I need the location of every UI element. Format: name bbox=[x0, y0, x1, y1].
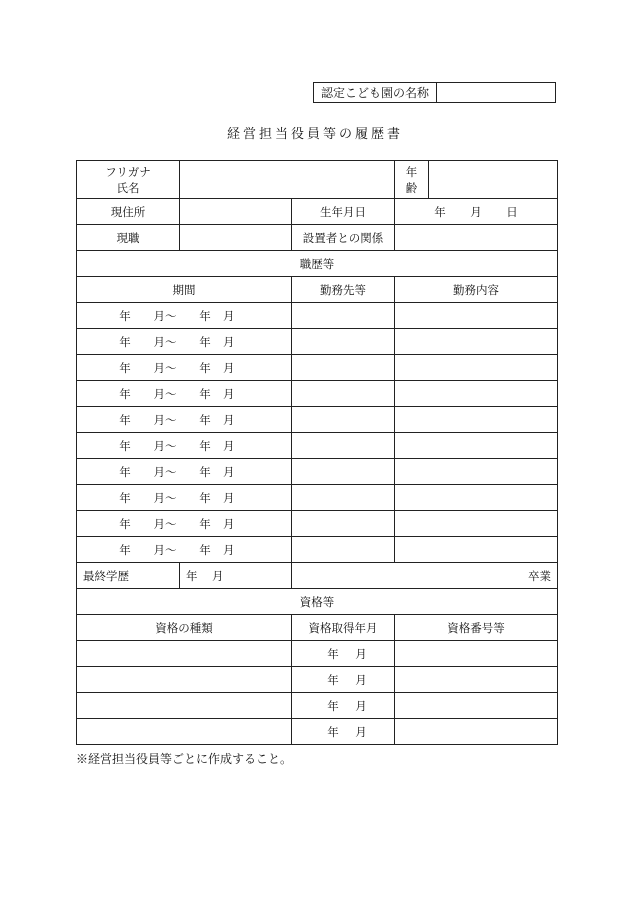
qualification-header-date: 資格取得年月 bbox=[292, 615, 395, 641]
period-end-year: 年 bbox=[199, 542, 211, 557]
period-start-month: 月〜 bbox=[153, 360, 177, 375]
facility-name-box bbox=[313, 82, 556, 103]
career-workplace[interactable] bbox=[292, 433, 395, 459]
career-row bbox=[77, 485, 558, 511]
career-period[interactable] bbox=[77, 485, 292, 511]
address-row bbox=[77, 199, 558, 225]
qualification-number[interactable] bbox=[395, 641, 558, 667]
career-row bbox=[77, 511, 558, 537]
career-period[interactable] bbox=[77, 433, 292, 459]
qualification-year: 年 bbox=[327, 724, 339, 739]
period-start-month: 月〜 bbox=[153, 412, 177, 427]
qualification-row bbox=[77, 667, 558, 693]
qualification-month: 月 bbox=[355, 672, 367, 687]
career-workplace[interactable] bbox=[292, 381, 395, 407]
career-content[interactable] bbox=[395, 485, 558, 511]
birthdate-day: 日 bbox=[506, 204, 518, 219]
career-period[interactable] bbox=[77, 329, 292, 355]
period-start-month: 月〜 bbox=[153, 490, 177, 505]
career-workplace[interactable] bbox=[292, 329, 395, 355]
qualification-type[interactable] bbox=[77, 719, 292, 745]
occupation-row bbox=[77, 225, 558, 251]
period-start-month: 月〜 bbox=[153, 386, 177, 401]
career-period[interactable] bbox=[77, 303, 292, 329]
period-start-year: 年 bbox=[119, 412, 131, 427]
occupation-field[interactable] bbox=[180, 225, 292, 251]
period-end-year: 年 bbox=[199, 412, 211, 427]
education-label: 最終学歴 bbox=[77, 563, 180, 589]
address-field[interactable] bbox=[180, 199, 292, 225]
period-end-month: 月 bbox=[223, 334, 235, 349]
period-end-month: 月 bbox=[223, 516, 235, 531]
career-header-period: 期間 bbox=[77, 277, 292, 303]
period-end-month: 月 bbox=[223, 490, 235, 505]
career-content[interactable] bbox=[395, 433, 558, 459]
period-start-year: 年 bbox=[119, 360, 131, 375]
career-content[interactable] bbox=[395, 355, 558, 381]
career-row bbox=[77, 329, 558, 355]
career-workplace[interactable] bbox=[292, 485, 395, 511]
name-field[interactable] bbox=[180, 161, 395, 199]
name-label-cell bbox=[77, 161, 180, 199]
career-period[interactable] bbox=[77, 537, 292, 563]
period-end-month: 月 bbox=[223, 308, 235, 323]
period-start-month: 月〜 bbox=[153, 516, 177, 531]
career-period[interactable] bbox=[77, 459, 292, 485]
document-title: 経営担当役員等の履歴書 bbox=[226, 127, 403, 142]
period-start-year: 年 bbox=[119, 334, 131, 349]
facility-name-label: 認定こども園の名称 bbox=[314, 83, 437, 102]
education-suffix: 卒業 bbox=[292, 563, 558, 589]
career-period[interactable] bbox=[77, 381, 292, 407]
period-start-month: 月〜 bbox=[153, 334, 177, 349]
qualification-date[interactable] bbox=[292, 641, 395, 667]
period-end-year: 年 bbox=[199, 386, 211, 401]
period-end-month: 月 bbox=[223, 360, 235, 375]
period-end-month: 月 bbox=[223, 412, 235, 427]
career-content[interactable] bbox=[395, 459, 558, 485]
facility-name-field[interactable] bbox=[437, 83, 555, 102]
qualification-number[interactable] bbox=[395, 693, 558, 719]
period-end-month: 月 bbox=[223, 386, 235, 401]
qualification-date[interactable] bbox=[292, 693, 395, 719]
relation-field[interactable] bbox=[395, 225, 558, 251]
career-content[interactable] bbox=[395, 381, 558, 407]
period-end-year: 年 bbox=[199, 308, 211, 323]
qualification-type[interactable] bbox=[77, 693, 292, 719]
career-content[interactable] bbox=[395, 537, 558, 563]
career-row bbox=[77, 303, 558, 329]
career-content[interactable] bbox=[395, 407, 558, 433]
qualification-month: 月 bbox=[355, 646, 367, 661]
period-end-year: 年 bbox=[199, 334, 211, 349]
footnote: ※経営担当役員等ごとに作成すること。 bbox=[76, 752, 293, 766]
education-month: 月 bbox=[212, 568, 224, 583]
career-workplace[interactable] bbox=[292, 303, 395, 329]
qualification-year: 年 bbox=[327, 698, 339, 713]
qualification-year: 年 bbox=[327, 646, 339, 661]
resume-table bbox=[76, 160, 558, 745]
name-row bbox=[77, 161, 558, 199]
age-field[interactable] bbox=[429, 161, 558, 199]
career-row bbox=[77, 459, 558, 485]
qualification-type[interactable] bbox=[77, 641, 292, 667]
career-content[interactable] bbox=[395, 303, 558, 329]
period-end-month: 月 bbox=[223, 464, 235, 479]
career-content[interactable] bbox=[395, 511, 558, 537]
career-content[interactable] bbox=[395, 329, 558, 355]
career-workplace[interactable] bbox=[292, 459, 395, 485]
age-label-2: 齢 bbox=[405, 180, 418, 195]
qualification-row bbox=[77, 719, 558, 745]
career-row bbox=[77, 407, 558, 433]
career-workplace[interactable] bbox=[292, 355, 395, 381]
qualification-header-type: 資格の種類 bbox=[77, 615, 292, 641]
qualification-type[interactable] bbox=[77, 667, 292, 693]
qualification-year: 年 bbox=[327, 672, 339, 687]
furigana-label: フリガナ bbox=[105, 164, 151, 179]
career-period[interactable] bbox=[77, 511, 292, 537]
career-period[interactable] bbox=[77, 355, 292, 381]
period-start-month: 月〜 bbox=[153, 308, 177, 323]
qualification-header-number: 資格番号等 bbox=[395, 615, 558, 641]
address-label: 現住所 bbox=[77, 199, 180, 225]
career-row bbox=[77, 433, 558, 459]
qualification-month: 月 bbox=[355, 698, 367, 713]
qualification-date[interactable] bbox=[292, 719, 395, 745]
period-end-month: 月 bbox=[223, 542, 235, 557]
education-row bbox=[77, 563, 558, 589]
period-end-year: 年 bbox=[199, 464, 211, 479]
period-start-month: 月〜 bbox=[153, 542, 177, 557]
birthdate-field[interactable] bbox=[395, 199, 558, 225]
career-row bbox=[77, 381, 558, 407]
period-start-month: 月〜 bbox=[153, 438, 177, 453]
period-end-month: 月 bbox=[223, 438, 235, 453]
name-label: 氏名 bbox=[116, 180, 140, 195]
career-header-content: 勤務内容 bbox=[395, 277, 558, 303]
qualification-number[interactable] bbox=[395, 719, 558, 745]
career-header-workplace: 勤務先等 bbox=[292, 277, 395, 303]
education-year: 年 bbox=[186, 568, 198, 583]
period-start-year: 年 bbox=[119, 490, 131, 505]
qualification-month: 月 bbox=[355, 724, 367, 739]
career-workplace[interactable] bbox=[292, 407, 395, 433]
career-workplace[interactable] bbox=[292, 511, 395, 537]
period-start-year: 年 bbox=[119, 464, 131, 479]
period-start-year: 年 bbox=[119, 308, 131, 323]
age-label-cell bbox=[395, 161, 429, 199]
period-start-month: 月〜 bbox=[153, 464, 177, 479]
career-section-label: 職歴等 bbox=[77, 251, 558, 277]
occupation-label: 現職 bbox=[77, 225, 180, 251]
qualification-section-row bbox=[77, 589, 558, 615]
period-start-year: 年 bbox=[119, 386, 131, 401]
qualification-section-label: 資格等 bbox=[77, 589, 558, 615]
qualification-row bbox=[77, 641, 558, 667]
period-end-year: 年 bbox=[199, 360, 211, 375]
career-workplace[interactable] bbox=[292, 537, 395, 563]
qualification-date[interactable] bbox=[292, 667, 395, 693]
period-end-year: 年 bbox=[199, 438, 211, 453]
period-start-year: 年 bbox=[119, 438, 131, 453]
career-row bbox=[77, 537, 558, 563]
career-section-row bbox=[77, 251, 558, 277]
period-end-year: 年 bbox=[199, 490, 211, 505]
relation-label: 設置者との関係 bbox=[292, 225, 395, 251]
qualification-header-row bbox=[77, 615, 558, 641]
qualification-row bbox=[77, 693, 558, 719]
career-period[interactable] bbox=[77, 407, 292, 433]
career-header-row bbox=[77, 277, 558, 303]
period-end-year: 年 bbox=[199, 516, 211, 531]
period-start-year: 年 bbox=[119, 542, 131, 557]
qualification-number[interactable] bbox=[395, 667, 558, 693]
career-row bbox=[77, 355, 558, 381]
age-label-1: 年 bbox=[405, 164, 418, 179]
birthdate-year: 年 bbox=[434, 204, 446, 219]
period-start-year: 年 bbox=[119, 516, 131, 531]
education-date-field[interactable] bbox=[180, 563, 292, 589]
birthdate-month: 月 bbox=[470, 204, 482, 219]
birthdate-label: 生年月日 bbox=[292, 199, 395, 225]
